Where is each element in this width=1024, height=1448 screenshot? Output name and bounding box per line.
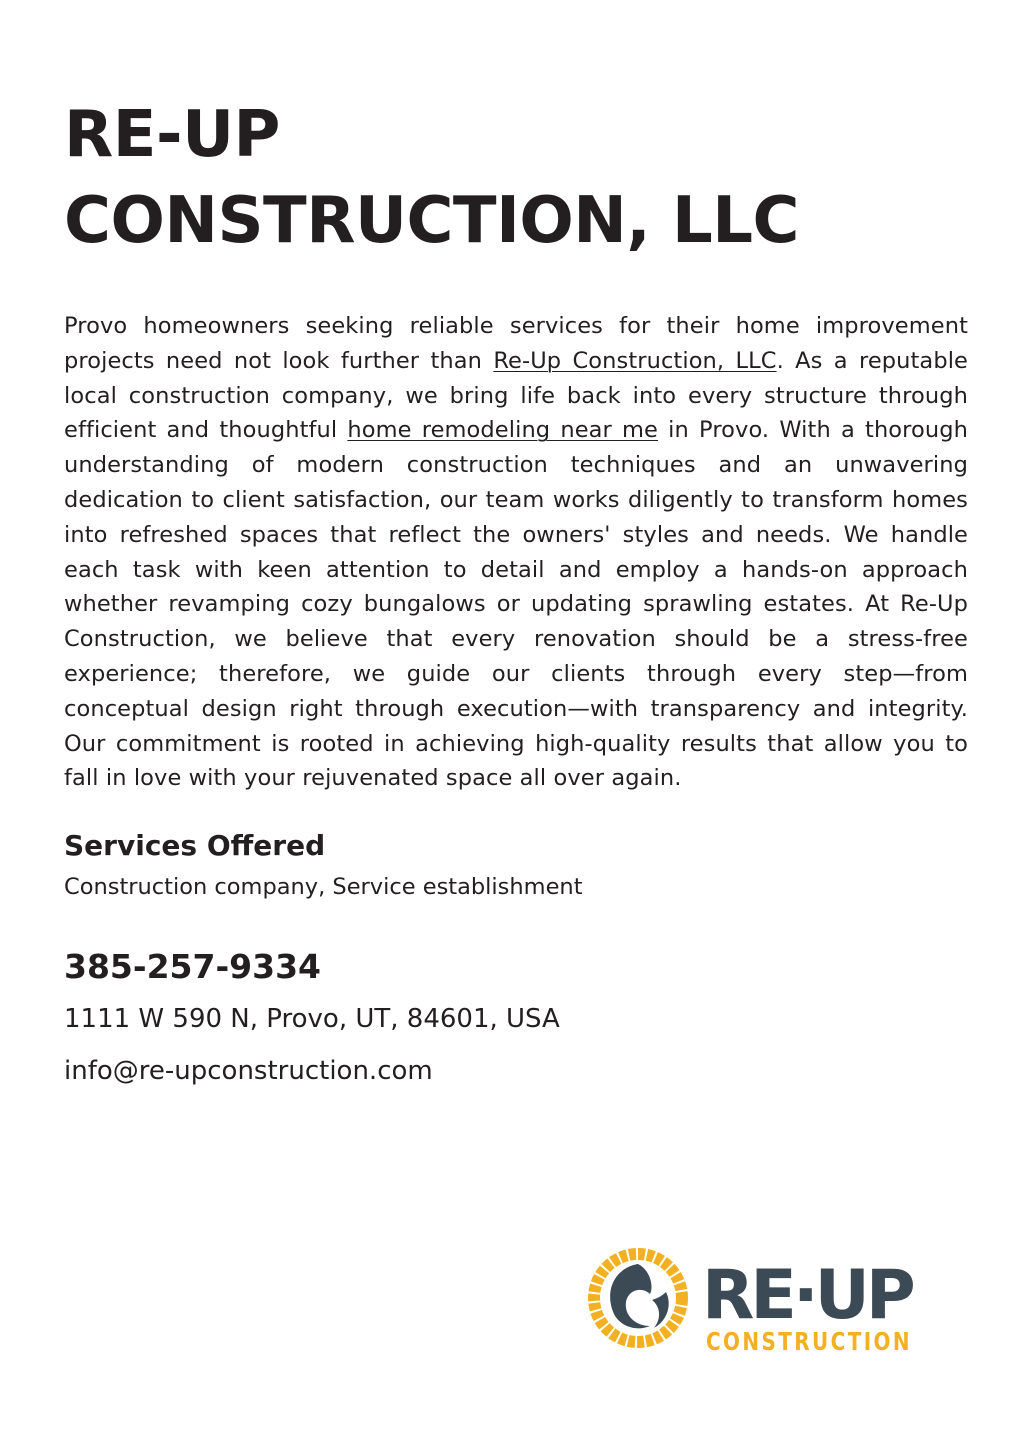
home-remodeling-link[interactable]: home remodeling near me — [347, 417, 659, 444]
logo-graphic — [580, 1240, 960, 1360]
services-heading: Services Offered — [64, 829, 326, 863]
circular-wave-emblem-icon — [594, 1254, 682, 1342]
email-address[interactable]: info@re-upconstruction.com — [64, 1056, 433, 1087]
document-page — [64, 92, 968, 1088]
description-text-3: in Provo. With a thorough understanding of modern construction techniques and an unwavering dedication to client satisfaction, our team works diligently to transform homes into refreshed spaces that reflect the owners' styles and needs. We handle each task with keen attention to detail and employ a hands-on approach whether revamping cozy bungalows or updating sprawling estates. At Re-Up Construction, we believe that every renovation should be a stress-free experience; therefore, we guide our clients through every step—from conceptual design right through execution—with transparency and integrity. Our commitment is rooted in achieving high-quality results that allow you to fall in love with your rejuvenated space all over again. — [64, 417, 968, 792]
services-list: Construction company, Service establishment — [64, 874, 583, 901]
title-line-2: CONSTRUCTION, LLC — [64, 184, 799, 258]
logo-wordmark-bottom: CONSTRUCTION — [706, 1327, 912, 1356]
company-logo — [580, 1240, 960, 1360]
business-description — [64, 309, 968, 796]
description-text-1: Provo homeowners seeking reliable services for their home improvement projects need not look further than — [64, 313, 968, 374]
title-line-1: RE-UP — [64, 98, 280, 172]
address: 1111 W 590 N, Provo, UT, 84601, USA — [64, 1004, 560, 1035]
logo-wordmark-top: RE·UP — [702, 1256, 912, 1335]
phone-number[interactable]: 385-257-9334 — [64, 947, 322, 987]
page-title — [64, 92, 968, 264]
company-link[interactable]: Re-Up Construction, LLC — [493, 347, 777, 374]
description-text-2: . As a reputable local construction company, we bring life back into every structure through efficient and thoughtful — [64, 347, 968, 444]
